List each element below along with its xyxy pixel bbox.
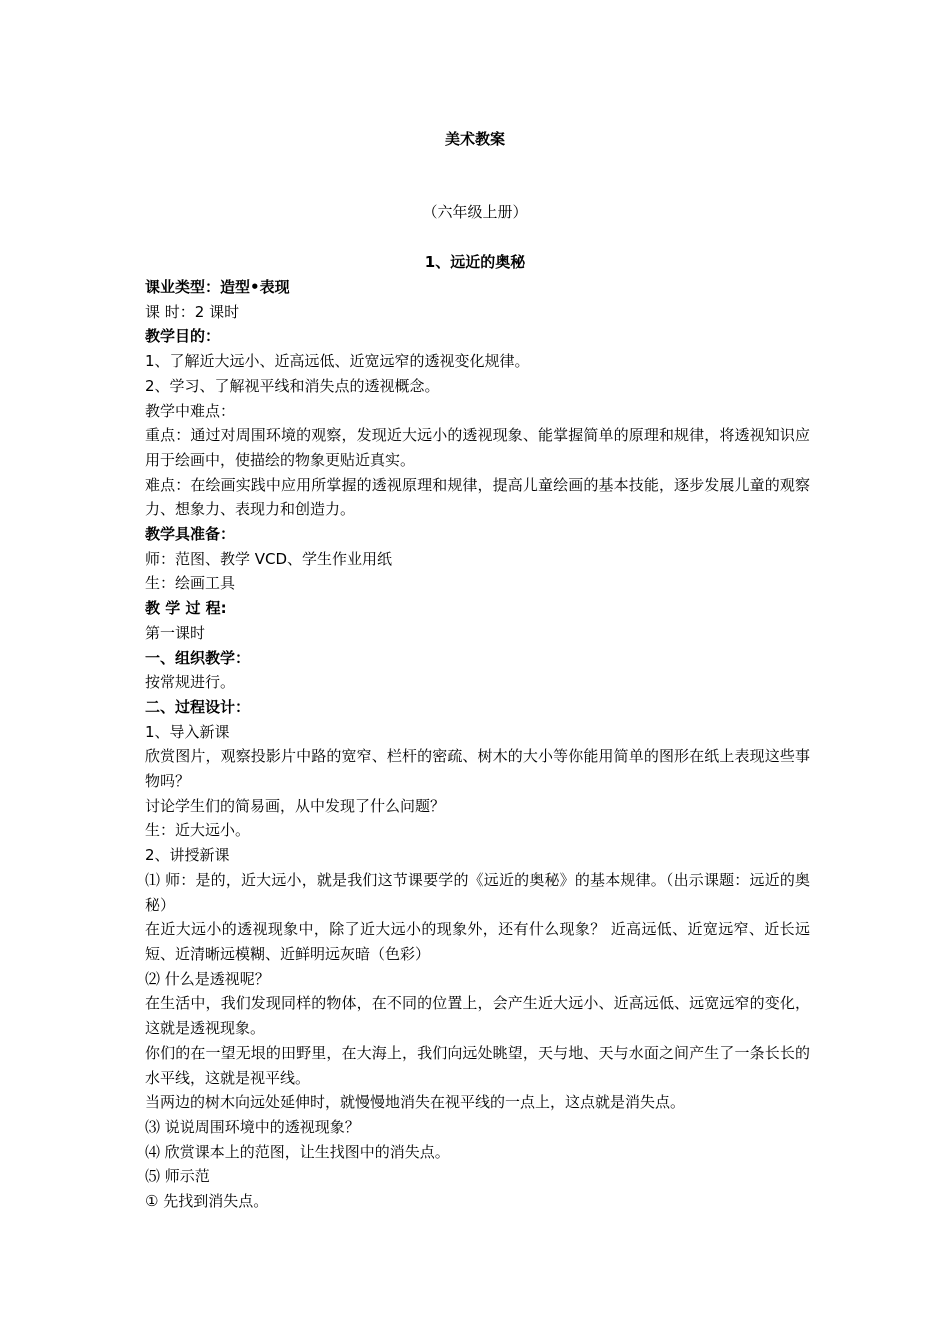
text-line: ⑴ 师：是的，近大远小，就是我们这节课要学的《远近的奥秘》的基本规律。（出示课题：远近的奥秘） [145, 870, 810, 914]
text-line: 教学中难点： [145, 401, 236, 420]
document-title: 美术教案 [444, 130, 505, 148]
text-line: 在生活中，我们发现同样的物体，在不同的位置上，会产生近大远小、近高远低、远宽远窄的变化，这就是透视现象。 [145, 994, 810, 1038]
text-line: 一、组织教学： [145, 648, 251, 667]
text-line: 当两边的树木向远处延伸时，就慢慢地消失在视平线的一点上，这点就是消失点。 [145, 1093, 686, 1112]
text-line: 难点：在绘画实践中应用所掌握的透视原理和规律，提高儿童绘画的基本技能，逐步发展儿童的观察力、想象力、表现力和创造力。 [145, 475, 810, 519]
text-line: 1、导入新课 [145, 722, 230, 741]
text-line: ⑸ 师示范 [145, 1167, 210, 1186]
text-line: ⑶ 说说周围环境中的透视现象？ [145, 1117, 360, 1136]
text-line: 欣赏图片，观察投影片中路的宽窄、栏杆的密疏、树木的大小等你能用简单的图形在纸上表现这些事物吗？ [145, 747, 810, 791]
text-line: 第一课时 [145, 623, 206, 642]
text-line: 课业类型：造型•表现 [145, 278, 290, 296]
text-line: 在近大远小的透视现象中，除了近大远小的现象外，还有什么现象？ 近高远低、近宽远窄、近长远短、近清晰远模糊、近鲜明远灰暗（色彩） [145, 920, 810, 963]
text-line: 生：近大远小。 [145, 821, 251, 840]
text-line: 讨论学生们的简易画，从中发现了什么问题？ [145, 796, 446, 815]
lesson-title: 1、远近的奥秘 [424, 253, 526, 271]
text-line: 课 时：2 课时 [145, 302, 240, 321]
text-line: 生：绘画工具 [145, 574, 236, 593]
text-line: 二、过程设计： [145, 697, 251, 716]
text-line: 教 学 过 程: [145, 599, 227, 618]
text-line: 2、讲授新课 [145, 846, 230, 865]
text-line: ① 先找到消失点。 [145, 1192, 269, 1211]
lesson-plan-body [145, 275, 810, 1214]
text-line: 重点：通过对周围环境的观察，发现近大远小的透视现象、能掌握简单的原理和规律，将透视知识应用于绘画中，使描绘的物象更贴近真实。 [145, 426, 810, 469]
text-line: 2、学习、了解视平线和消失点的透视概念。 [145, 376, 440, 395]
document-subtitle: （六年级上册） [422, 203, 528, 221]
text-line: 教学目的： [145, 327, 221, 346]
text-line: 你们的在一望无垠的田野里，在大海上，我们向远处眺望，天与地、天与水面之间产生了一条长长的水平线，这就是视平线。 [145, 1043, 810, 1087]
text-line: ⑵ 什么是透视呢？ [145, 969, 270, 988]
text-line: 按常规进行。 [145, 673, 236, 692]
text-line: 1、了解近大远小、近高远低、近宽远窄的透视变化规律。 [145, 352, 530, 371]
text-line: 教学具准备： [145, 525, 236, 544]
text-line: ⑷ 欣赏课本上的范图，让生找图中的消失点。 [145, 1142, 450, 1161]
text-line: 师：范图、教学 VCD、学生作业用纸 [145, 549, 393, 568]
